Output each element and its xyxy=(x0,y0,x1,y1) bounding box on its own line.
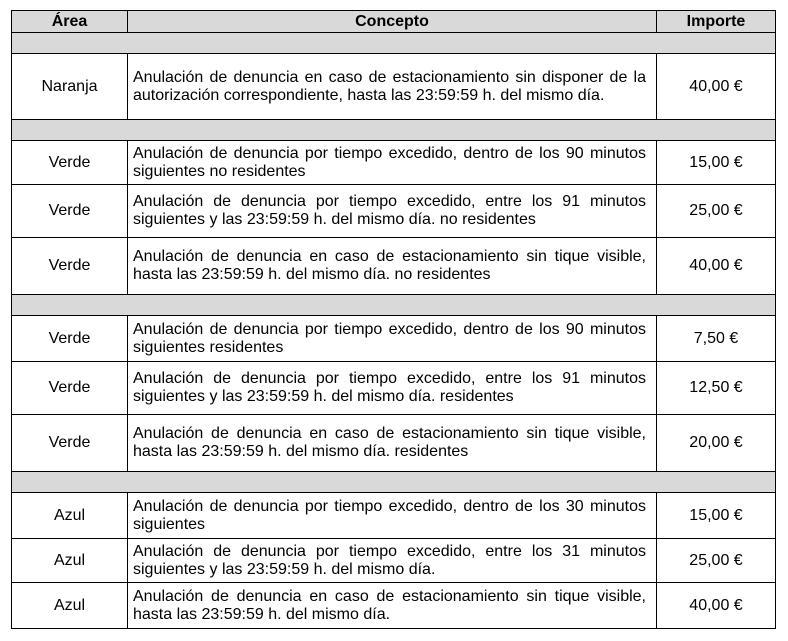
importe-cell: 20,00 € xyxy=(657,415,776,472)
table-row xyxy=(12,185,776,238)
separator-cell xyxy=(12,472,776,493)
concepto-cell: Anulación de denuncia por tiempo excedido, dentro de los 30 minutos siguientes xyxy=(128,493,657,539)
table-row xyxy=(12,316,776,362)
table-row xyxy=(12,54,776,120)
area-cell: Verde xyxy=(12,238,128,295)
area-cell: Verde xyxy=(12,362,128,415)
area-cell: Verde xyxy=(12,415,128,472)
header-concepto: Concepto xyxy=(128,11,657,33)
table-row xyxy=(12,141,776,185)
separator-cell xyxy=(12,295,776,316)
area-cell: Azul xyxy=(12,539,128,583)
section-separator xyxy=(12,120,776,141)
table-row xyxy=(12,493,776,539)
tarifas-table xyxy=(11,10,776,629)
concepto-cell: Anulación de denuncia en caso de estacionamiento sin tique visible, hasta las 23:59:59 h. del mismo día. residentes xyxy=(128,415,657,472)
concepto-cell: Anulación de denuncia por tiempo excedido, entre los 91 minutos siguientes y las 23:59:59 h. del mismo día. residentes xyxy=(128,362,657,415)
importe-cell: 40,00 € xyxy=(657,54,776,120)
importe-cell: 12,50 € xyxy=(657,362,776,415)
section-separator xyxy=(12,295,776,316)
importe-cell: 40,00 € xyxy=(657,583,776,629)
table-row xyxy=(12,539,776,583)
table-row xyxy=(12,238,776,295)
table-body xyxy=(12,33,776,629)
area-cell: Verde xyxy=(12,185,128,238)
header-area: Área xyxy=(12,11,128,33)
concepto-cell: Anulación de denuncia en caso de estacionamiento sin tique visible, hasta las 23:59:59 h. del mismo día. no residentes xyxy=(128,238,657,295)
concepto-cell: Anulación de denuncia por tiempo excedido, entre los 91 minutos siguientes y las 23:59:59 h. del mismo día. no residentes xyxy=(128,185,657,238)
concepto-cell: Anulación de denuncia en caso de estacionamiento sin tique visible, hasta las 23:59:59 h. del mismo día. xyxy=(128,583,657,629)
concepto-cell: Anulación de denuncia en caso de estacionamiento sin disponer de la autorización correspondiente, hasta las 23:59:59 h. del mismo día. xyxy=(128,54,657,120)
area-cell: Verde xyxy=(12,141,128,185)
header-row xyxy=(12,11,776,33)
concepto-cell: Anulación de denuncia por tiempo excedido, dentro de los 90 minutos siguientes no residentes xyxy=(128,141,657,185)
separator-cell xyxy=(12,33,776,54)
section-separator xyxy=(12,472,776,493)
area-cell: Verde xyxy=(12,316,128,362)
area-cell: Naranja xyxy=(12,54,128,120)
importe-cell: 25,00 € xyxy=(657,539,776,583)
header-importe: Importe xyxy=(657,11,776,33)
table-row xyxy=(12,583,776,629)
concepto-cell: Anulación de denuncia por tiempo excedido, entre los 31 minutos siguientes y las 23:59:59 h. del mismo día. xyxy=(128,539,657,583)
concepto-cell: Anulación de denuncia por tiempo excedido, dentro de los 90 minutos siguientes residentes xyxy=(128,316,657,362)
importe-cell: 15,00 € xyxy=(657,493,776,539)
area-cell: Azul xyxy=(12,493,128,539)
importe-cell: 25,00 € xyxy=(657,185,776,238)
table-row xyxy=(12,362,776,415)
importe-cell: 7,50 € xyxy=(657,316,776,362)
area-cell: Azul xyxy=(12,583,128,629)
table-row xyxy=(12,415,776,472)
section-separator xyxy=(12,33,776,54)
importe-cell: 15,00 € xyxy=(657,141,776,185)
separator-cell xyxy=(12,120,776,141)
importe-cell: 40,00 € xyxy=(657,238,776,295)
